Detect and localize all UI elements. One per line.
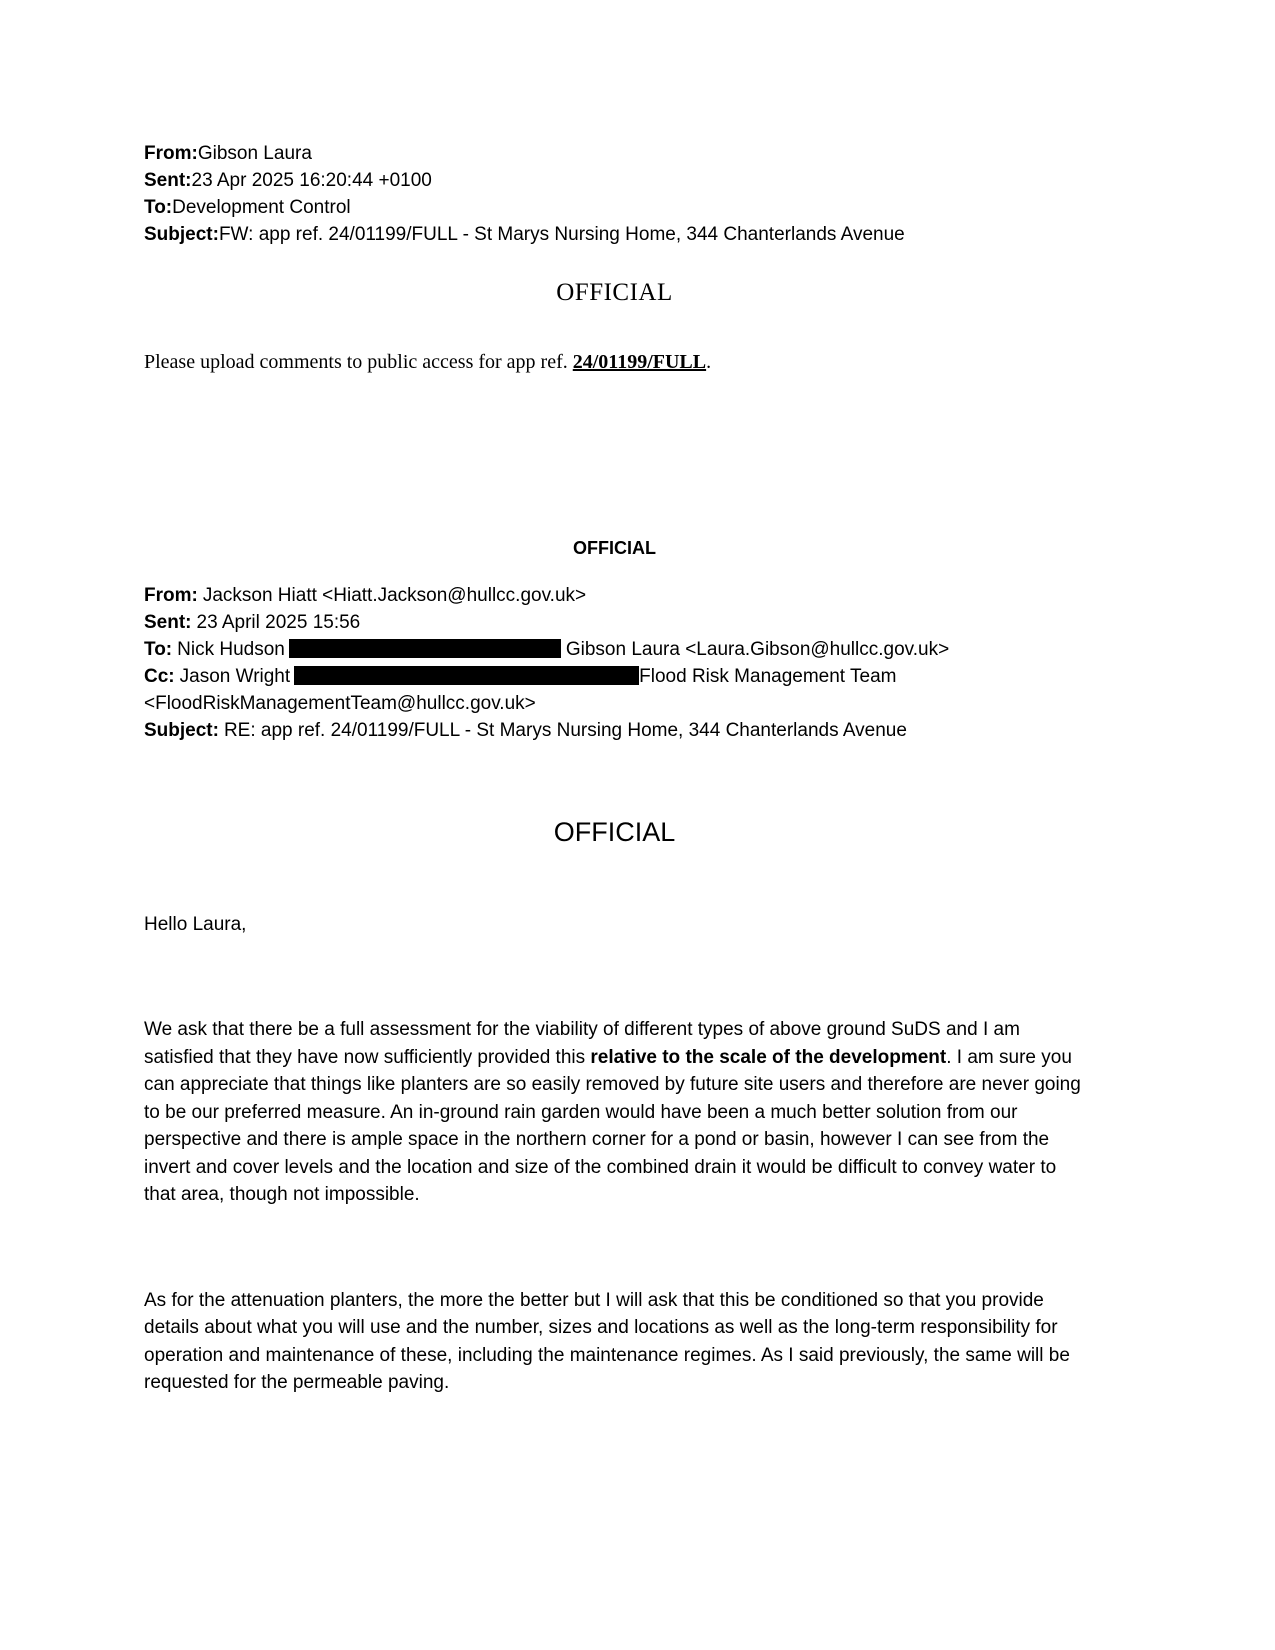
subject-line-2 (144, 717, 1085, 744)
cc-label: Cc: (144, 666, 175, 687)
from-label: From: (144, 143, 198, 164)
from-value-2: Jackson Hiatt <Hiatt.Jackson@hullcc.gov.uk> (202, 585, 587, 606)
cc-line-continuation (144, 690, 1085, 717)
from-line-2 (144, 582, 1085, 609)
body-paragraph-2: As for the attenuation planters, the more the better but I will ask that this be conditioned so that you provide details about what you will use and the number, sizes and locations as well as the long-term responsibility for operation and maintenance of these, including the maintenance regimes. As I said previously, the same will be requested for the permeable paving. (144, 1289, 1070, 1393)
to-value-2a: Nick Hudson (177, 639, 285, 660)
cc-value-email: <FloodRiskManagementTeam@hullcc.gov.uk> (144, 693, 536, 714)
to-line-2 (144, 636, 1085, 663)
original-email-header (144, 582, 1085, 744)
from-label-2: From: (144, 585, 198, 606)
request-suffix: . (706, 351, 712, 373)
sent-label: Sent: (144, 170, 192, 191)
official-marking-bold: OFFICIAL (573, 538, 656, 558)
sent-label-2: Sent: (144, 612, 192, 633)
redaction-bar-cc (294, 666, 639, 685)
app-ref: 24/01199/FULL (572, 351, 707, 373)
para1-bold-phrase: relative to the scale of the development (590, 1046, 947, 1068)
from-line (144, 140, 1085, 167)
redaction-bar-to (289, 639, 561, 658)
from-value: Gibson Laura (197, 143, 312, 164)
to-label-2: To: (144, 639, 173, 660)
request-line (144, 349, 1085, 376)
subject-label: Subject: (144, 224, 219, 245)
sent-line-2 (144, 609, 1085, 636)
forwarded-email-header (144, 140, 1085, 248)
cc-value-b: Flood Risk Management Team (639, 666, 897, 687)
cc-value-a: Jason Wright (179, 666, 291, 687)
sent-line (144, 167, 1085, 194)
subject-value: FW: app ref. 24/01199/FULL - St Marys Nursing Home, 344 Chanterlands Avenue (218, 224, 905, 245)
cc-line (144, 663, 1085, 690)
to-value: Development Control (172, 197, 351, 218)
subject-value-2: RE: app ref. 24/01199/FULL - St Marys Nursing Home, 344 Chanterlands Avenue (223, 720, 907, 741)
official-marking-serif: OFFICIAL (556, 279, 673, 306)
sent-value: 23 Apr 2025 16:20:44 +0100 (191, 170, 432, 191)
para1-text-2: . I am sure you can appreciate that things like planters are so easily removed by future site users and therefore are never going to be our preferred measure. An in-ground rain garden would have been a much better solution from our perspective and there is ample space in the northern corner for a pond or basin, however I can see from the invert and cover levels and the location and size of the combined drain it would be difficult to convey water to that area, though not impossible. (144, 1046, 1081, 1205)
sent-value-2: 23 April 2025 15:56 (196, 612, 361, 633)
subject-line (144, 221, 1085, 248)
to-label: To: (144, 197, 173, 218)
to-value-2b: Gibson Laura <Laura.Gibson@hullcc.gov.uk> (565, 639, 950, 660)
para1-text-1: We ask that there be a full assessment for the viability of different types of above ground SuDS and I am satisfied that they have now sufficiently provided this (144, 1019, 1020, 1068)
greeting: Hello Laura, (144, 914, 247, 935)
official-marking-large: OFFICIAL (553, 817, 676, 847)
to-line (144, 194, 1085, 221)
subject-label-2: Subject: (144, 720, 219, 741)
body-paragraph-1 (144, 1016, 1085, 1209)
request-prefix: Please upload comments to public access for app ref. (144, 351, 573, 373)
